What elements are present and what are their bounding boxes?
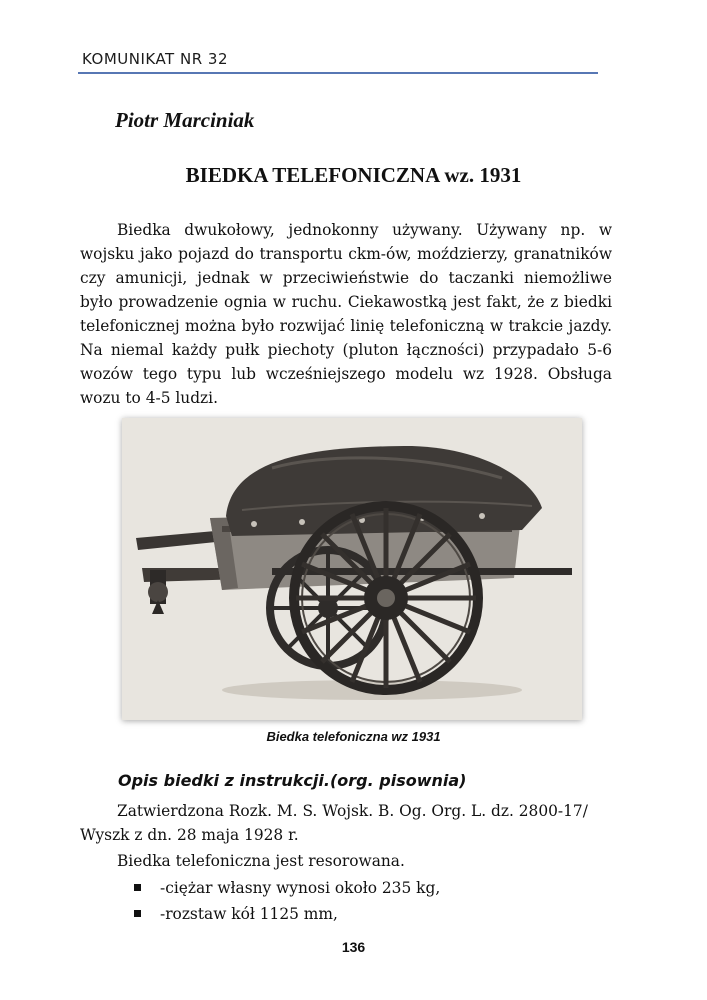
- spec-text: -rozstaw kół 1125 mm,: [160, 905, 338, 923]
- spec-list: [128, 875, 440, 927]
- cart-illustration: [122, 418, 582, 720]
- article-title: BIEDKA TELEFONICZNA wz. 1931: [185, 163, 522, 187]
- cart-photo: [122, 418, 582, 720]
- figure-caption: Biedka telefoniczna wz 1931: [266, 729, 441, 744]
- bullet-square-icon: [134, 910, 141, 917]
- running-header: KOMUNIKAT NR 32: [82, 50, 228, 68]
- page-number: 136: [341, 939, 366, 955]
- approval-paragraph: Zatwierdzona Rozk. M. S. Wojsk. B. Og. Org. L. dz. 2800-17/ Wyszk z dn. 28 maja 1928 r.: [80, 802, 588, 844]
- bullet-square-icon: [134, 884, 141, 891]
- section-heading: Opis biedki z instrukcji.(org. pisownia): [118, 771, 467, 790]
- statement-line: Biedka telefoniczna jest resorowana.: [117, 852, 405, 870]
- intro-paragraph: Biedka dwukołowy, jednokonny używany. Używany np. w wojsku jako pojazd do transportu ckm-ów, moździerzy, granatników czy amunicji, jednak w przeciwieństwie do taczanki niemożliwe było prowadzenie ognia w ruchu. Ciekawostką jest fakt, że z biedki telefonicznej można było rozwijać linię telefoniczną w trakcie jazdy. Na niemal każdy pułk piechoty (pluton łączności) przypadało 5-6 wozów tego typu lub wcześniejszego modelu wz 1928. Obsługa wozu to 4-5 ludzi.: [80, 221, 612, 407]
- author-name: Piotr Marciniak: [115, 108, 255, 132]
- list-item: [128, 901, 440, 927]
- spec-text: -ciężar własny wynosi około 235 kg,: [160, 879, 441, 897]
- header-rule: [78, 72, 598, 74]
- list-item: [128, 875, 440, 901]
